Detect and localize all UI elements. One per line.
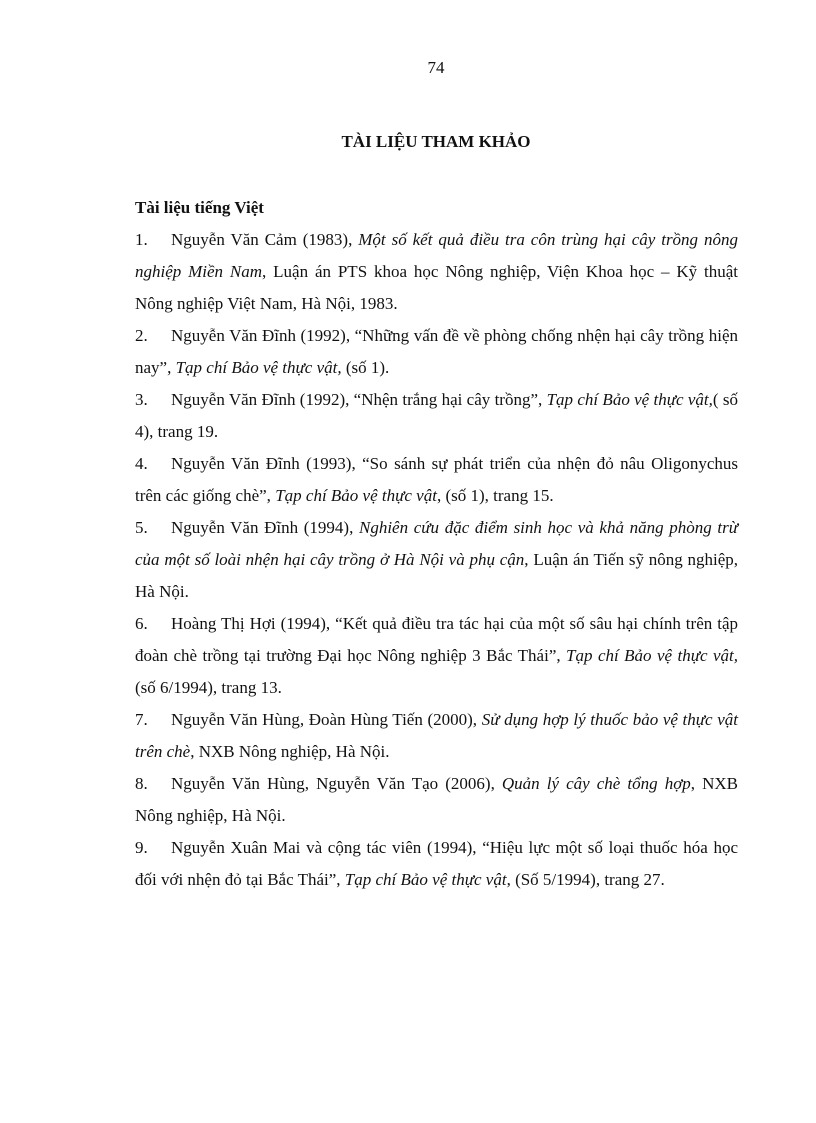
reference-title: Tạp chí Bảo vệ thực vật, [546, 390, 713, 409]
reference-text: Nguyễn Văn Đĩnh (1992), “Những vấn đề về phòng chống nhện hại cây trồng hiện nay”, [135, 326, 738, 377]
reference-text: , NXB Nông nghiệp, Hà Nội. [190, 742, 390, 761]
reference-text: Nguyễn Văn Cảm (1983), [171, 230, 359, 249]
reference-number: 4. [135, 454, 148, 473]
reference-number: 1. [135, 230, 148, 249]
reference-title: Tạp chí Bảo vệ thực vật, [175, 358, 342, 377]
reference-item [135, 448, 738, 512]
reference-text: (số 1). [341, 358, 390, 377]
reference-text: Nguyễn Văn Đĩnh (1993), “So sánh sự phát triển của nhện đỏ nâu Oligonychus trên các giống chè”, [135, 454, 738, 505]
reference-text: Nguyễn Văn Đĩnh (1994), [171, 518, 359, 537]
reference-text: , Luận án PTS khoa học Nông nghiệp, Viện Khoa học – Kỹ thuật Nông nghiệp Việt Nam, Hà Nội, 1983. [135, 262, 738, 313]
reference-item [135, 608, 738, 704]
reference-item [135, 320, 738, 384]
reference-text: Hoàng Thị Hợi (1994), “Kết quả điều tra tác hại của một số sâu hại chính trên tập đoàn chè trồng tại trường Đại học Nông nghiệp 3 Bắc Thái”, [135, 614, 738, 665]
reference-text: Nguyễn Xuân Mai và cộng tác viên (1994), “Hiệu lực một số loại thuốc hóa học đối với nhện đỏ tại Bắc Thái”, [135, 838, 738, 889]
reference-number: 7. [135, 710, 148, 729]
reference-number: 9. [135, 838, 148, 857]
reference-title: Tạp chí Bảo vệ thực vật [275, 486, 437, 505]
reference-text: , (Số 5/1994), trang 27. [506, 870, 665, 889]
reference-number: 5. [135, 518, 148, 537]
reference-title: Tạp chí Bảo vệ thực vật [344, 870, 507, 889]
reference-item [135, 384, 738, 448]
reference-item [135, 768, 738, 832]
references-section [135, 192, 738, 896]
reference-number: 2. [135, 326, 148, 345]
reference-title: Nghiên cứu đặc điểm sinh học và khả năng phòng trừ của một số loài nhện hại cây trồng ở Hà Nội và phụ cận [135, 518, 738, 569]
reference-text: , Luận án Tiến sỹ nông nghiệp, Hà Nội. [135, 550, 739, 601]
reference-text: , (số 1), trang 15. [436, 486, 554, 505]
reference-item [135, 704, 738, 768]
reference-item [135, 832, 738, 896]
reference-number: 3. [135, 390, 148, 409]
reference-title: Một số kết quả điều tra côn trùng hại cây trồng nông nghiệp Miền Nam [135, 230, 738, 281]
reference-title: Tạp chí Bảo vệ thực vật, [566, 646, 738, 665]
reference-number: 6. [135, 614, 148, 633]
reference-item [135, 224, 738, 320]
reference-text: Nguyễn Văn Hùng, Đoàn Hùng Tiến (2000), [171, 710, 482, 729]
reference-text: (số 6/1994), trang 13. [135, 678, 282, 697]
reference-title: Sử dụng hợp lý thuốc bảo vệ thực vật trên chè [135, 710, 738, 761]
page-title: TÀI LIỆU THAM KHẢO [341, 132, 531, 151]
reference-text: Nguyễn Văn Hùng, Nguyễn Văn Tạo (2006), [171, 774, 502, 793]
section-heading: Tài liệu tiếng Việt [135, 198, 264, 217]
reference-text: Nguyễn Văn Đĩnh (1992), “Nhện trắng hại cây trồng”, [171, 390, 547, 409]
reference-item [135, 512, 738, 608]
reference-text: ( số 4), trang 19. [135, 390, 738, 441]
reference-number: 8. [135, 774, 148, 793]
reference-text: , NXB Nông nghiệp, Hà Nội. [135, 774, 738, 825]
reference-title: Quản lý cây chè tổng hợp [501, 774, 691, 793]
page-number: 74 [427, 58, 445, 77]
